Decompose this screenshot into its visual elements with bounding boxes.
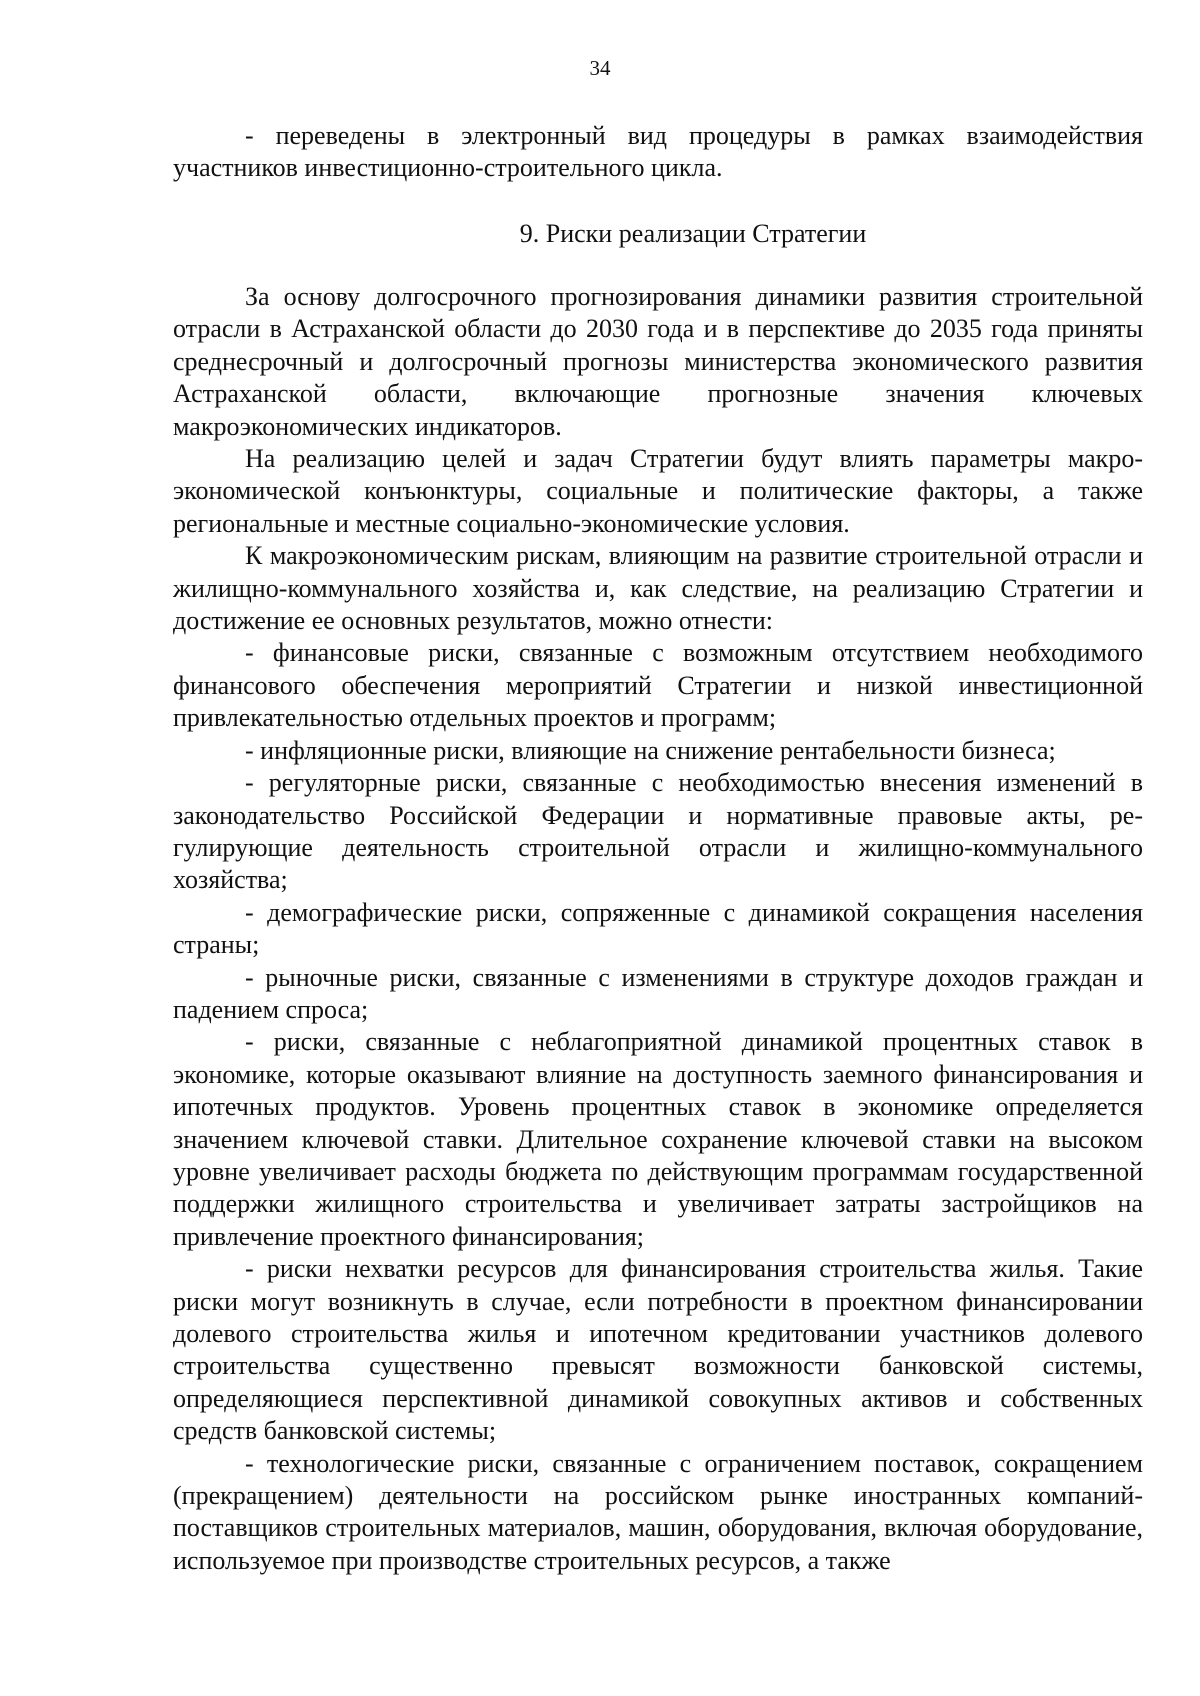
intro-text-block (173, 120, 1143, 185)
list-item: - технологические риски, связанные с ограничением поставок, сокращением (прекращением) деятельности на российском рынке иностранных компаний-поставщиков строительных материалов, машин, оборудования, включая оборудование, используемое при производстве строительных ресурсов, а также (173, 1448, 1143, 1575)
paragraph: - переведены в электронный вид процедуры в рамках взаимодействия участников инвестиционно-строительного цикла. (173, 121, 1143, 183)
list-item: - риски, связанные с неблагоприятной динамикой процентных ставок в экономике, которые оказывают влияние на доступность заемного финансирования и ипотечных продуктов. Уровень процентных ставок в экономике определяется значением ключевой ставки. Длительное сохранение ключевой ставки на высоком уровне увеличивает расходы бюджета по действующим программам государственной поддержки жилищного строительства и увеличивает затраты застройщиков на привлечение проектного финансирования; (173, 1027, 1143, 1251)
list-item: - демографические риски, сопряженные с динамикой сокращения населения страны; (173, 897, 1143, 960)
list-item: - инфляционные риски, влияющие на снижение рентабельности бизнеса; (245, 735, 1056, 765)
section-body (173, 281, 1143, 1577)
list-item: - риски нехватки ресурсов для финансирования строительства жилья. Такие риски могут возникнуть в случае, если потребности в проектном финансировании долевого строительства жилья и ипотечном кредитовании участников долевого строительства существенно превысят возможности банковской системы, определяющиеся перспективной динамикой совокупных активов и собственных средств банковской системы; (173, 1254, 1143, 1446)
paragraph: К макроэкономическим рискам, влияющим на развитие строительной отрасли и жилищно-коммунального хозяйства и, как следствие, на реализацию Стратегии и достижение ее основных результатов, можно отнести: (173, 541, 1143, 636)
list-item: - регуляторные риски, связанные с необходимостью внесения изменений в законодательство Российской Федерации и нормативные правовые акты, регулирующие деятельность строительной отрасли и жилищно-коммунального хозяйства; (173, 768, 1143, 895)
list-item: - рыночные риски, связанные с изменениями в структуре доходов граждан и падением спроса; (173, 962, 1143, 1024)
list-item: - финансовые риски, связанные с возможным отсутствием необходимого финансового обеспечения мероприятий Стратегии и низкой инвестиционной привлекательностью отдельных проектов и программ; (173, 638, 1143, 733)
section-heading: 9. Риски реализации Стратегии (519, 219, 867, 248)
page-number: 34 (589, 56, 611, 80)
paragraph: На реализацию целей и задач Стратегии будут влиять параметры макроэкономической конъюнктуры, социальные и политические факторы, а также региональные и местные социально-экономические условия. (173, 444, 1143, 538)
paragraph: За основу долгосрочного прогнозирования динамики развития строительной отрасли в Астраханской области до 2030 года и в перспективе до 2035 года приняты среднесрочный и долгосрочный прогнозы министерства экономического развития Астраханской области, включающие прогнозные значения ключевых макроэкономических индикаторов. (173, 282, 1143, 441)
